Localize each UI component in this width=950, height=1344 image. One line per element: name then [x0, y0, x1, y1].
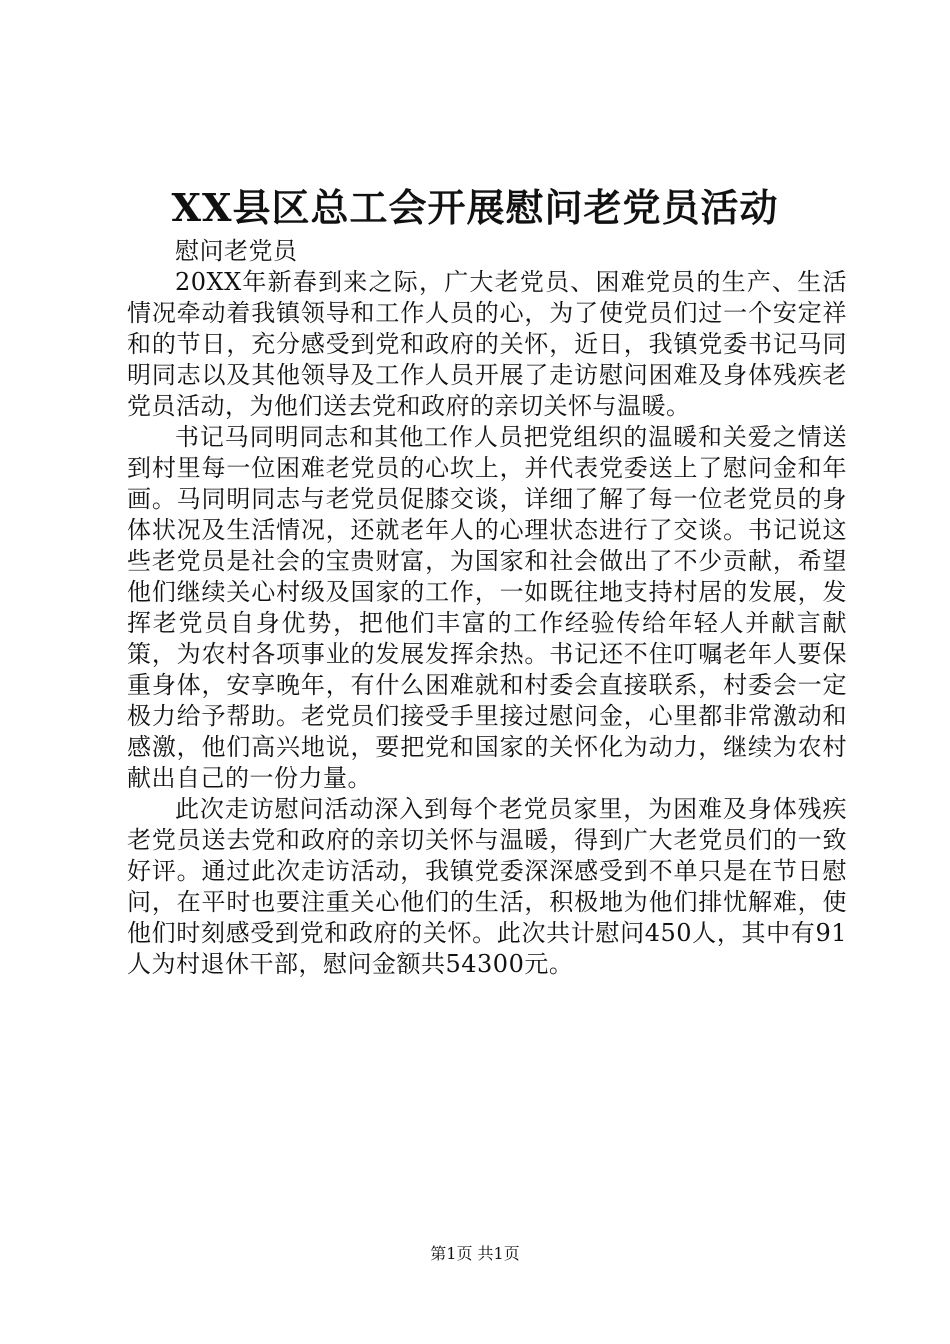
document-subtitle: 慰问老党员 [175, 237, 298, 265]
paragraph-2: 书记马同明同志和其他工作人员把党组织的温暖和关爱之情送到村里每一位困难老党员的心坎上，并代表党委送上了慰问金和年画。马同明同志与老党员促膝交谈，详细了解了每一位老党员的身体状况及生活情况，还就老年人的心理状态进行了交谈。书记说这些老党员是社会的宝贵财富，为国家和社会做出了不少贡献，希望他们继续关心村级及国家的工作，一如既往地支持村居的发展，发挥老党员自身优势，把他们丰富的工作经验传给年轻人并献言献策，为农村各项事业的发展发挥余热。书记还不住叮嘱老年人要保重身体，安享晚年，有什么困难就和村委会直接联系，村委会一定极力给予帮助。老党员们接受手里接过慰问金，心里都非常激动和感激，他们高兴地说，要把党和国家的关怀化为动力，继续为农村献出自己的一份力量。 [127, 423, 847, 792]
page-footer: 第1页 共1页 [430, 1244, 520, 1263]
paragraph-1: 20XX年新春到来之际，广大老党员、困难党员的生产、生活情况牵动着我镇领导和工作人员的心，为了使党员们过一个安定祥和的节日，充分感受到党和政府的关怀，近日，我镇党委书记马同明同志以及其他领导及工作人员开展了走访慰问困难及身体残疾老党员活动，为他们送去党和政府的亲切关怀与温暖。 [127, 268, 847, 420]
document-body [127, 236, 847, 980]
document-title: XX县区总工会开展慰问老党员活动 [171, 185, 779, 230]
paragraph-3: 此次走访慰问活动深入到每个老党员家里，为困难及身体残疾老党员送去党和政府的亲切关怀与温暖，得到广大老党员们的一致好评。通过此次走访活动，我镇党委深深感受到不单只是在节日慰问，在平时也要注重关心他们的生活，积极地为他们排忧解难，使他们时刻感受到党和政府的关怀。此次共计慰问450人，其中有91人为村退休干部，慰问金额共54300元。 [127, 795, 847, 978]
